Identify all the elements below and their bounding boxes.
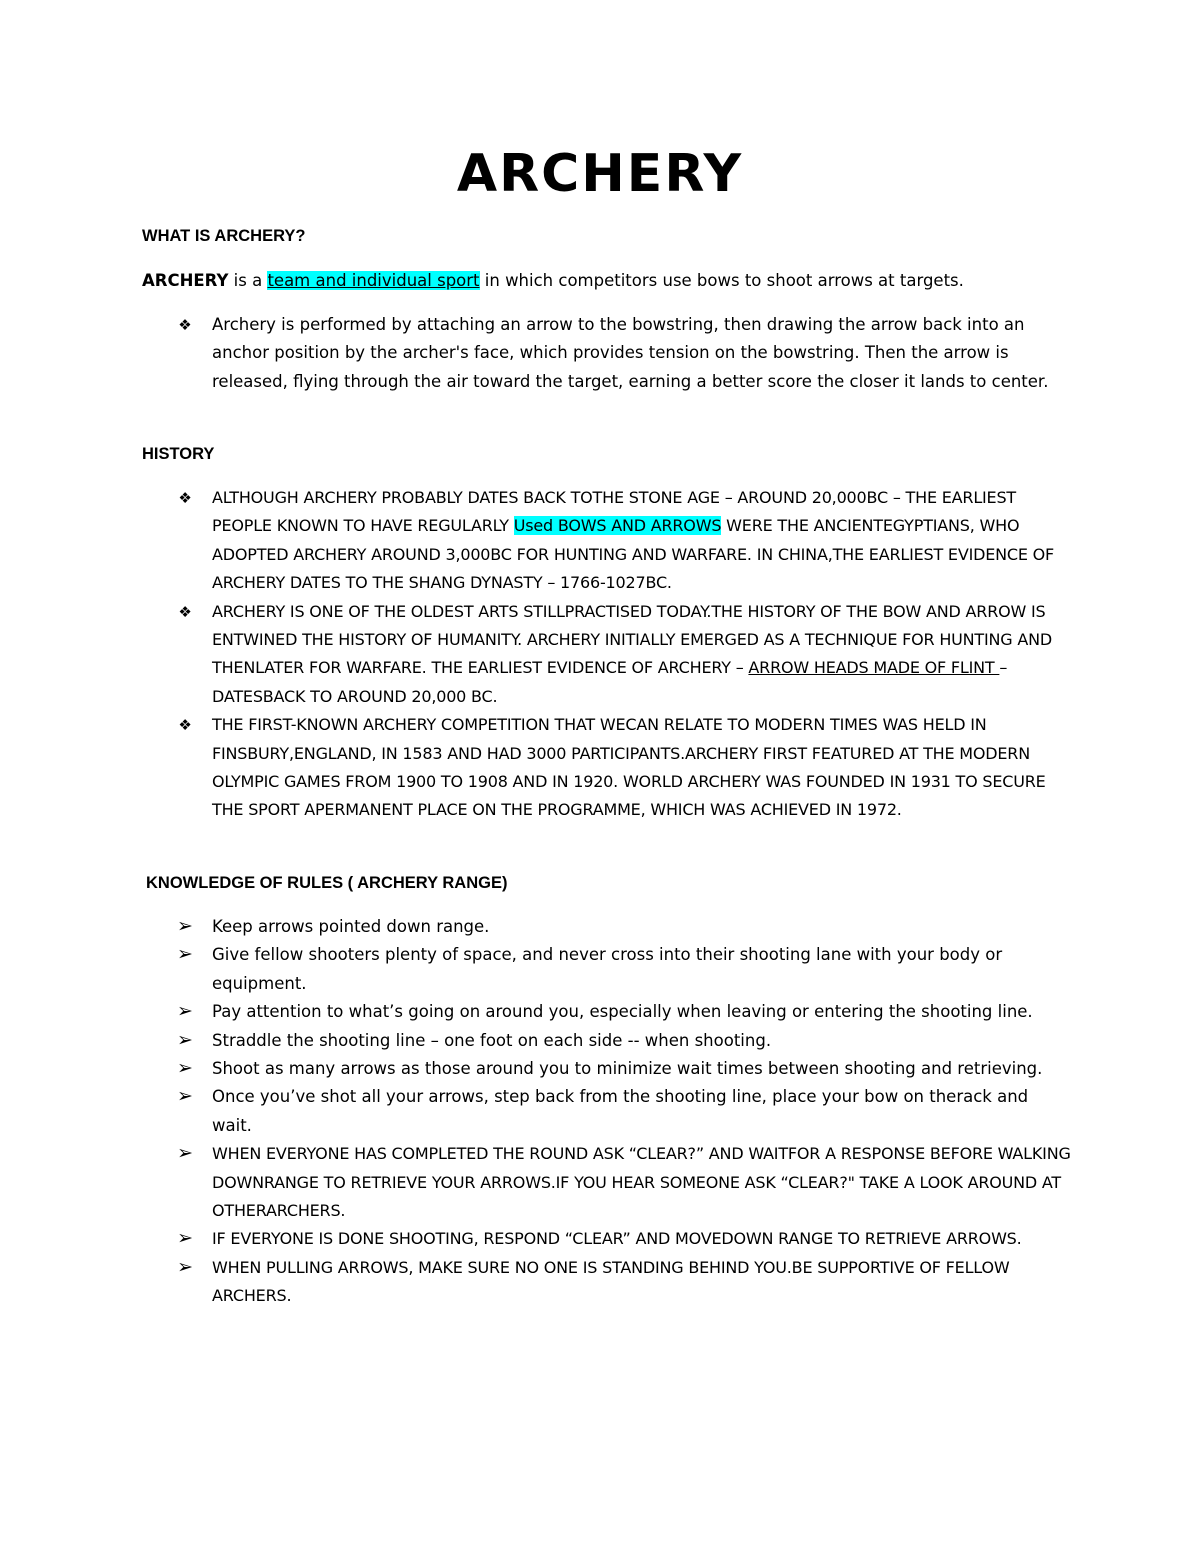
- rule-text: Pay attention to what’s going on around you, especially when leaving or entering the shooting line.: [212, 1002, 1033, 1022]
- list-item: [0, 1254, 1072, 1311]
- history-item-3-text: THE FIRST-KNOWN ARCHERY COMPETITION THAT WECAN RELATE TO MODERN TIMES WAS HELD IN FINSBURY,ENGLAND, IN 1583 AND HAD 3000 PARTICIPANTS.ARCHERY FIRST FEATURED AT THE MODERN OLYMPIC GAMES FROM 1900 TO 1908 AND IN 1920. WORLD ARCHERY WAS FOUNDED IN 1931 TO SECURE THE SPORT APERMANENT PLACE ON THE PROGRAMME, WHICH WAS ACHIEVED IN 1972.: [212, 715, 1046, 820]
- intro-post: in which competitors use bows to shoot arrows at targets.: [479, 271, 964, 290]
- what-is-heading: WHAT IS ARCHERY?: [142, 227, 306, 245]
- what-is-list: [0, 311, 1200, 396]
- arrow-bullet-icon: ➢: [177, 1227, 193, 1250]
- list-item: [0, 311, 1072, 396]
- rules-list: [0, 913, 1200, 1311]
- rules-heading: KNOWLEDGE OF RULES ( ARCHERY RANGE): [146, 874, 508, 892]
- intro-link[interactable]: team and individual sport: [267, 271, 480, 290]
- diamond-bullet-icon: ❖: [178, 602, 192, 621]
- arrow-bullet-icon: ➢: [177, 915, 193, 937]
- history-heading: HISTORY: [142, 445, 215, 463]
- arrow-bullet-icon: ➢: [177, 1028, 193, 1051]
- rule-text: Straddle the shooting line – one foot on each side -- when shooting.: [212, 1030, 772, 1050]
- list-item: [0, 484, 1072, 598]
- list-item: [0, 1225, 1072, 1253]
- rule-text: WHEN EVERYONE HAS COMPLETED THE ROUND ASK “CLEAR?” AND WAITFOR A RESPONSE BEFORE WALKING DOWNRANGE TO RETRIEVE YOUR ARROWS.IF YOU HEAR SOMEONE ASK “CLEAR?" TAKE A LOOK AROUND AT OTHERARCHERS.: [212, 1144, 1071, 1221]
- intro-bold: ARCHERY: [142, 271, 229, 290]
- list-item: [0, 711, 1072, 825]
- list-item: [0, 1140, 1072, 1225]
- history-item-2-post: – DATESBACK TO AROUND 20,000 BC.: [212, 658, 1008, 706]
- rule-text: Give fellow shooters plenty of space, and never cross into their shooting lane with your body or equipment.: [212, 945, 1003, 993]
- list-item: [0, 998, 1072, 1026]
- rule-text: Shoot as many arrows as those around you to minimize wait times between shooting and retrieving.: [212, 1059, 1043, 1079]
- rule-text: IF EVERYONE IS DONE SHOOTING, RESPOND “CLEAR” AND MOVEDOWN RANGE TO RETRIEVE ARROWS.: [212, 1229, 1022, 1249]
- arrow-bullet-icon: ➢: [177, 1255, 193, 1278]
- arrow-bullet-icon: ➢: [177, 1000, 193, 1023]
- list-item: [0, 1055, 1072, 1083]
- diamond-bullet-icon: ❖: [178, 489, 192, 507]
- rule-text: WHEN PULLING ARROWS, MAKE SURE NO ONE IS STANDING BEHIND YOU.BE SUPPORTIVE OF FELLOW ARCHERS.: [212, 1257, 1010, 1306]
- arrow-bullet-icon: ➢: [177, 1142, 193, 1165]
- history-item-2-pre: ARCHERY IS ONE OF THE OLDEST ARTS STILLPRACTISED TODAY.THE HISTORY OF THE BOW AND ARROW IS ENTWINED THE HISTORY OF HUMANITY. ARCHERY INITIALLY EMERGED AS A TECHNIQUE FOR HUNTING AND THENLATER FOR WARFARE. THE EARLIEST EVIDENCE OF ARCHERY –: [212, 601, 1053, 678]
- list-item: [0, 913, 1072, 941]
- rule-text: Keep arrows pointed down range.: [212, 917, 490, 936]
- history-item-1-pre: ALTHOUGH ARCHERY PROBABLY DATES BACK TOTHE STONE AGE – AROUND 20,000BC – THE EARLIEST PEOPLE KNOWN TO HAVE REGULARLY: [212, 488, 1016, 536]
- list-item: [0, 598, 1072, 712]
- intro-pre: is a: [228, 271, 268, 290]
- rule-text: Once you’ve shot all your arrows, step back from the shooting line, place your bow on therack and wait.: [212, 1087, 1029, 1135]
- intro-paragraph: [142, 267, 1102, 295]
- arrow-bullet-icon: ➢: [177, 1085, 193, 1108]
- list-item: [0, 941, 1072, 998]
- history-item-1-post: WERE THE ANCIENTEGYPTIANS, WHO ADOPTED ARCHERY AROUND 3,000BC FOR HUNTING AND WARFARE. IN CHINA,THE EARLIEST EVIDENCE OF ARCHERY DATES TO THE SHANG DYNASTY – 1766-1027BC.: [212, 516, 1055, 593]
- page-title: ARCHERY: [456, 144, 744, 204]
- list-item-text: Archery is performed by attaching an arrow to the bowstring, then drawing the arrow back into an anchor position by the archer's face, which provides tension on the bowstring. Then the arrow is released, flying through the air toward the target, earning a better score the closer it lands to center.: [212, 315, 1049, 391]
- diamond-bullet-icon: ❖: [178, 316, 192, 334]
- history-underline: ARROW HEADS MADE OF FLINT: [748, 658, 1000, 678]
- diamond-bullet-icon: ❖: [178, 716, 192, 735]
- arrow-bullet-icon: ➢: [177, 943, 193, 966]
- arrow-bullet-icon: ➢: [177, 1057, 193, 1080]
- history-highlight: Used BOWS AND ARROWS: [513, 516, 722, 536]
- list-item: [0, 1083, 1072, 1140]
- history-list: [0, 484, 1200, 825]
- list-item: [0, 1027, 1072, 1055]
